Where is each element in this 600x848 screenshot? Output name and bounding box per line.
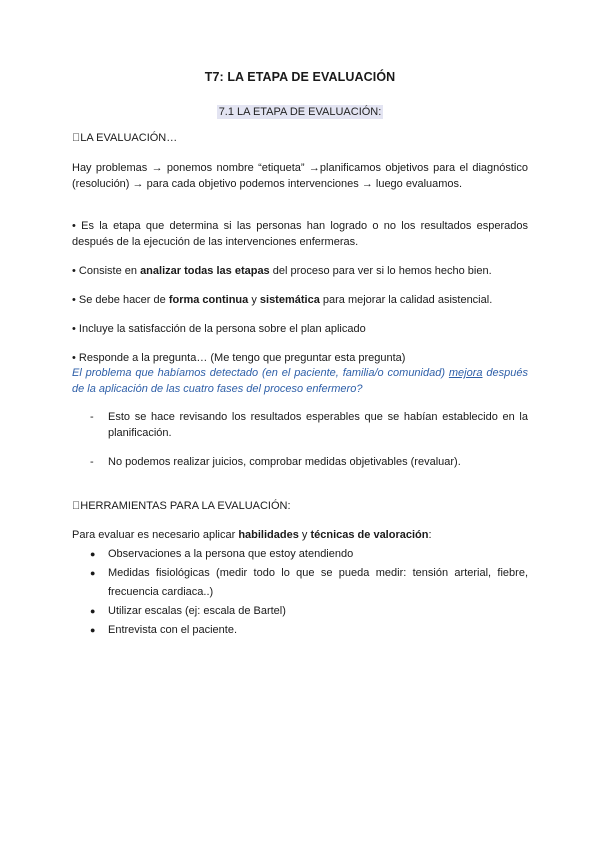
point-2-post: del proceso para ver si lo hemos hecho bien. <box>269 265 492 277</box>
question-underlined-word: mejora <box>448 367 483 379</box>
tools-intro-post: : <box>428 529 432 541</box>
bullet-dot-icon: ● <box>90 606 96 616</box>
tools-intro-mid: y <box>298 529 311 541</box>
section1-heading: LA EVALUACIÓN… <box>72 132 169 144</box>
tool-list-item <box>90 545 528 564</box>
bullet-dot-icon: ● <box>90 549 96 559</box>
subtitle-wrapper <box>0 102 600 120</box>
bullet-dot-icon: ● <box>90 625 96 635</box>
tools-intro <box>72 528 528 544</box>
point-3-mid: y <box>248 294 260 306</box>
tool-list-item <box>90 602 528 621</box>
dash-item-text: Esto se hace revisando los resultados esperables que se habían establecido en la planificación. <box>108 411 528 439</box>
point-3 <box>72 293 528 309</box>
tool-item-text: Entrevista con el paciente. <box>108 624 238 636</box>
tool-list-item <box>90 621 528 640</box>
point-1: • Es la etapa que determina si las personas han logrado o no los resultados esperados después de la ejecución de las intervenciones enfermeras. <box>72 220 528 248</box>
dash-marker: - <box>90 411 94 423</box>
question-post: después de la aplicación de las cuatro fases del proceso enfermero? <box>72 367 528 395</box>
dash-marker: - <box>90 456 94 468</box>
point-5: • Responde a la pregunta… (Me tengo que preguntar esta pregunta) <box>72 352 406 364</box>
point-3-pre: • Se debe hacer de <box>72 294 169 306</box>
bullet-dot-icon: ● <box>90 568 96 578</box>
section2-heading: HERRAMIENTAS PARA LA EVALUACIÓN: <box>72 500 283 512</box>
tools-intro-bold-2: técnicas de valoración <box>310 529 429 541</box>
point-3-post: para mejorar la calidad asistencial. <box>319 294 493 306</box>
point-2 <box>72 264 528 280</box>
question-pre: El problema que habíamos detectado (en el paciente, familia/o comunidad) <box>72 367 449 379</box>
tool-item-text: Observaciones a la persona que estoy atendiendo <box>108 548 354 560</box>
point-3-bold-1: forma continua <box>168 294 249 306</box>
dash-item-text: No podemos realizar juicios, comprobar medidas objetivables (revaluar). <box>108 456 461 468</box>
point-2-bold: analizar todas las etapas <box>140 265 270 277</box>
point-4: • Incluye la satisfacción de la persona sobre el plan aplicado <box>72 323 366 335</box>
point-3-bold-2: sistemática <box>259 294 320 306</box>
dash-list-item <box>90 409 528 441</box>
tool-item-text: Medidas fisiológicas (medir todo lo que se pueda medir: tensión arterial, fiebre, frecuencia cardiaca..) <box>108 567 528 598</box>
tool-item-text: Utilizar escalas (ej: escala de Bartel) <box>108 605 286 617</box>
intro-paragraph: Hay problemas → ponemos nombre “etiqueta” →planificamos objetivos para el diagnóstico (resolución) → para cada objetivo podemos intervenciones → luego evaluamos. <box>72 162 528 190</box>
dash-list-item <box>90 454 528 470</box>
evaluation-question <box>72 366 528 397</box>
tools-intro-bold-1: habilidades <box>238 529 299 541</box>
tools-intro-pre: Para evaluar es necesario aplicar <box>72 529 239 541</box>
point-2-pre: • Consiste en <box>72 265 141 277</box>
tool-list-item <box>90 564 528 602</box>
section-subtitle: 7.1 LA ETAPA DE EVALUACIÓN: <box>218 106 382 118</box>
page-title: T7: LA ETAPA DE EVALUACIÓN <box>204 70 396 84</box>
